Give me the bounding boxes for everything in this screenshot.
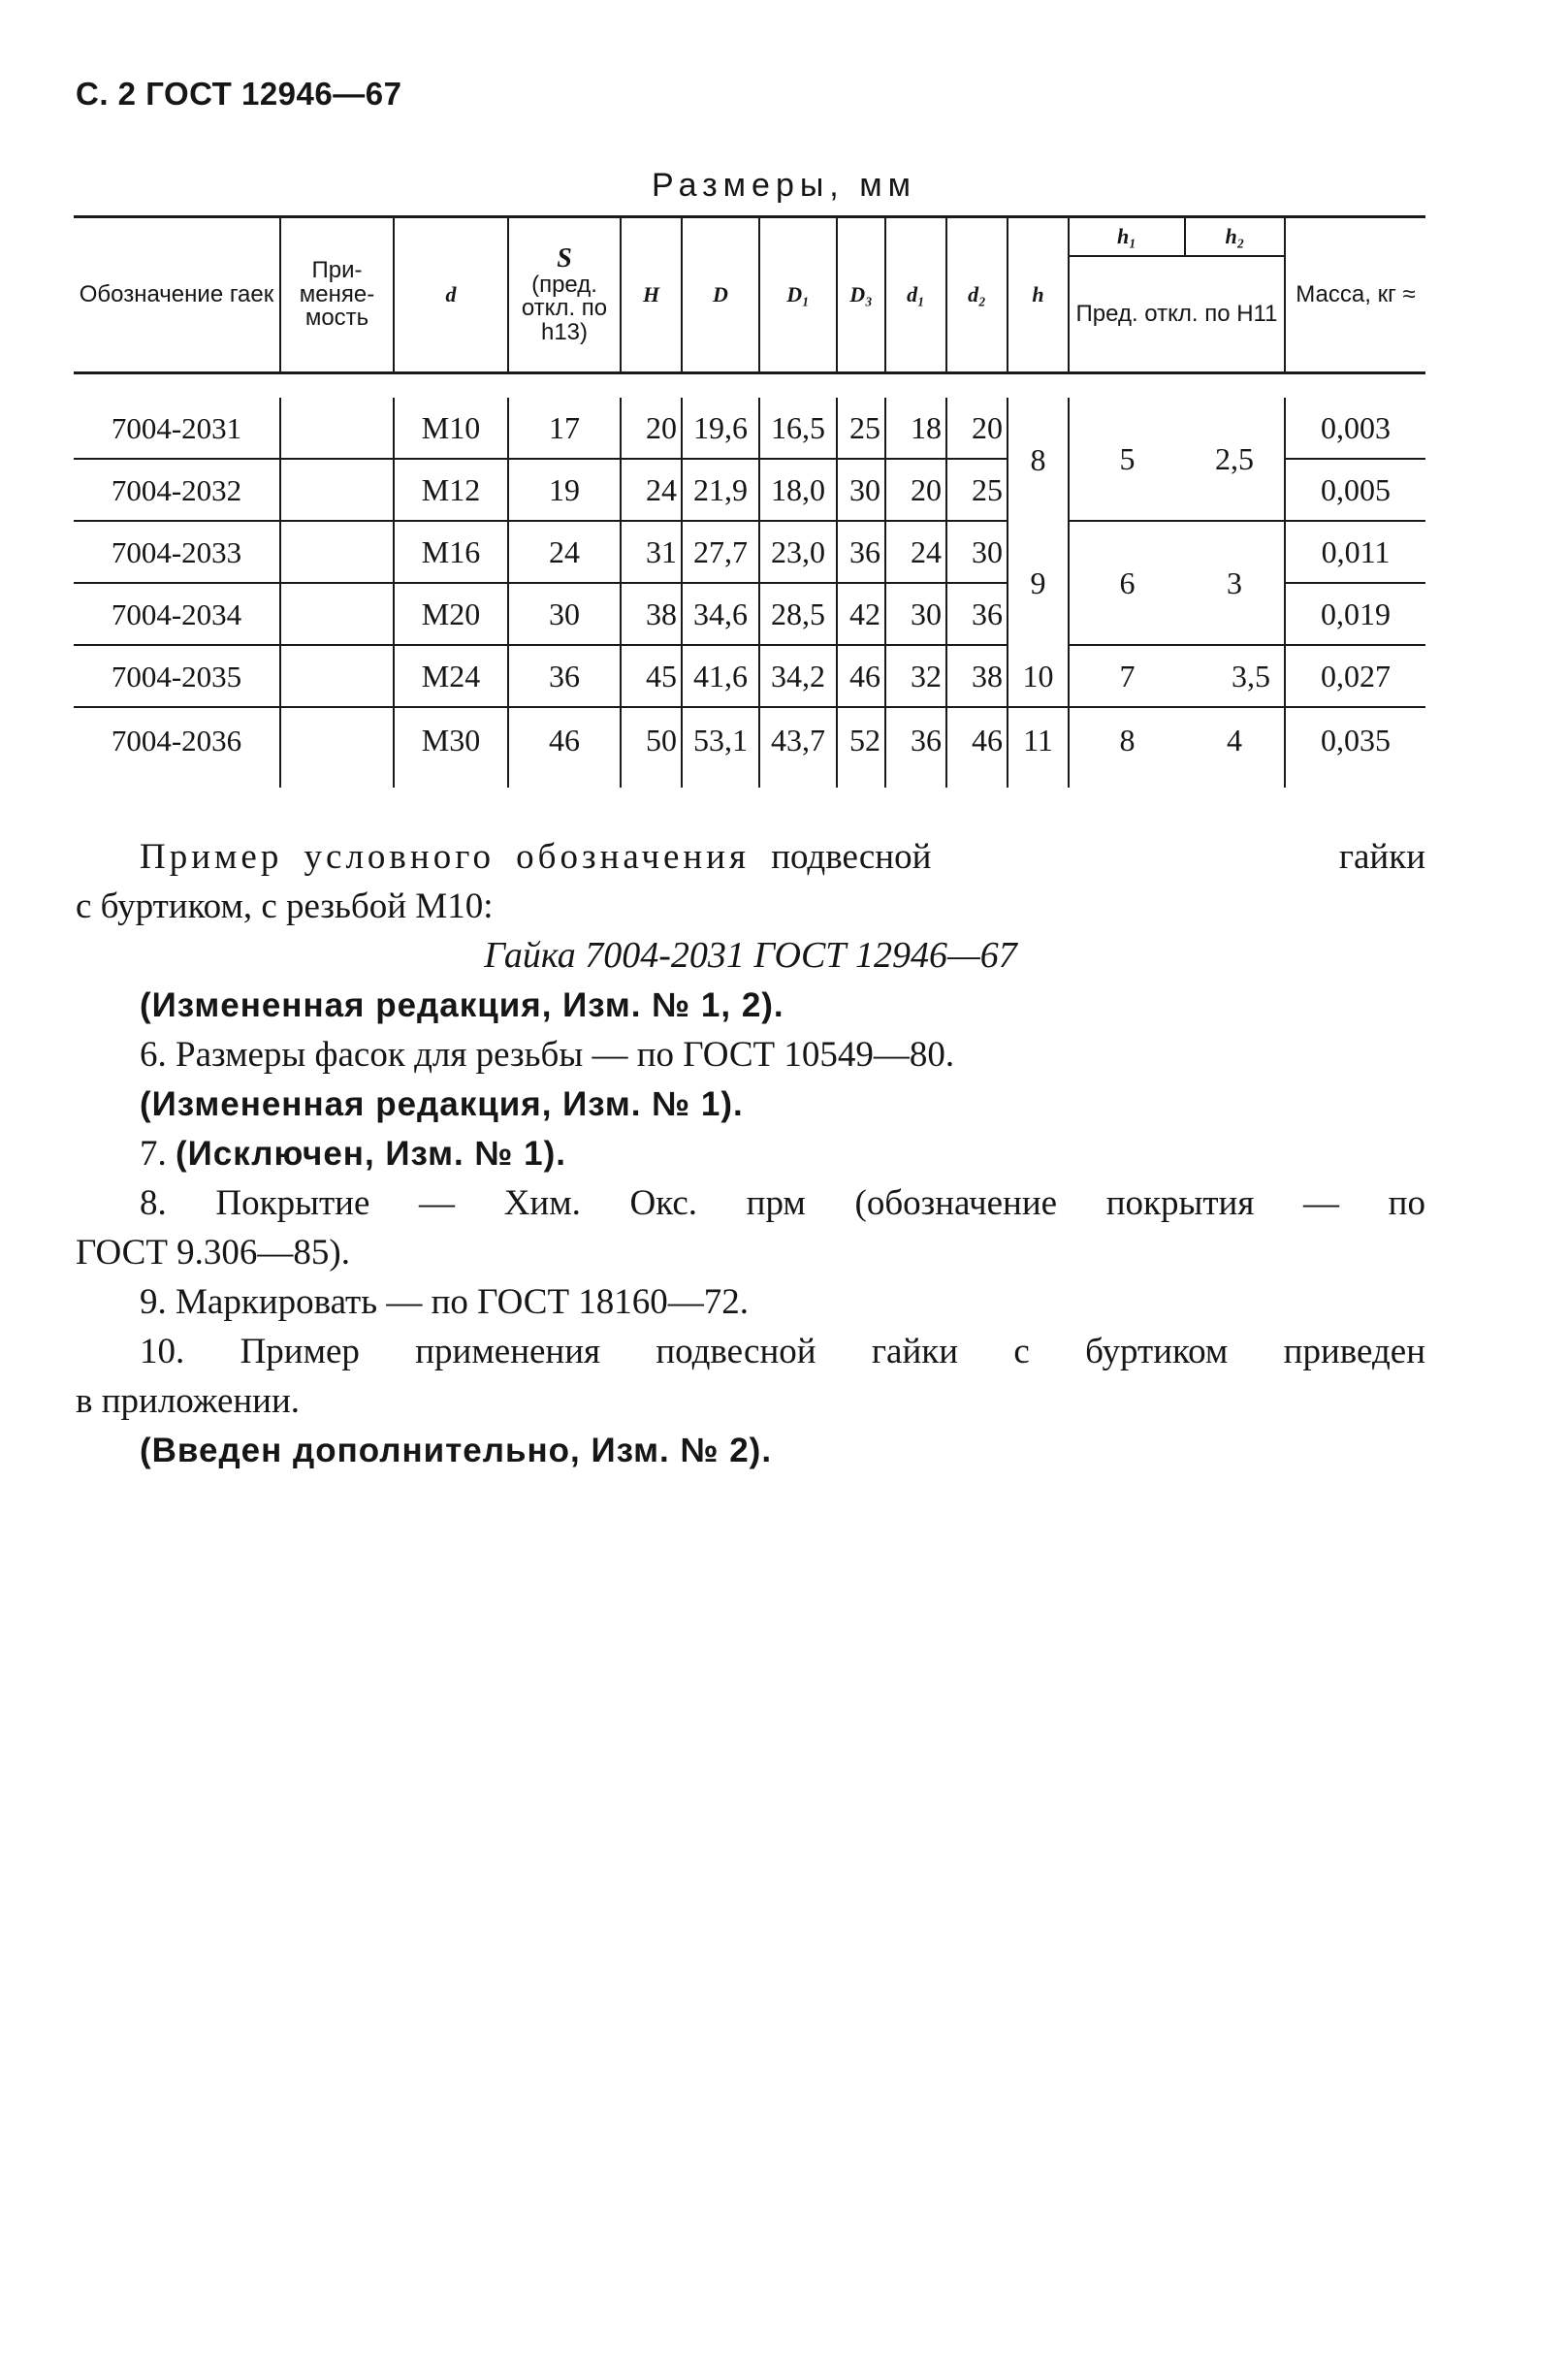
cell-d: М30 [394, 707, 508, 788]
cell-d2: 30 [946, 521, 1008, 583]
cell-mass: 0,003 [1285, 398, 1425, 459]
example-designation: Гайка 7004-2031 ГОСТ 12946—67 [484, 935, 1017, 976]
cell-d1: 18 [885, 398, 946, 459]
header-d: d [394, 217, 508, 373]
cell-D3: 30 [837, 459, 885, 521]
cell-designation: 7004-2033 [74, 521, 280, 583]
dimensions-table [74, 215, 1425, 788]
table-row [74, 398, 1425, 459]
cell-d2: 46 [946, 707, 1008, 788]
item-7-text: (Исключен, Изм. № 1). [176, 1135, 566, 1173]
cell-h: 9 [1008, 521, 1069, 645]
example-line-2: с буртиком, с резьбой М10: [76, 886, 494, 926]
item-8-line-1: 8. Покрытие — Хим. Окс. прм (обозначение покрытия — по [140, 1183, 1425, 1223]
cell-H: 45 [621, 645, 682, 707]
cell-s: 36 [508, 645, 621, 707]
cell-d2: 25 [946, 459, 1008, 521]
table-row [74, 707, 1425, 788]
cell-mass: 0,011 [1285, 521, 1425, 583]
cell-s: 17 [508, 398, 621, 459]
cell-D3: 52 [837, 707, 885, 788]
cell-mass: 0,019 [1285, 583, 1425, 645]
cell-H: 50 [621, 707, 682, 788]
item-9: 9. Маркировать — по ГОСТ 18160—72. [140, 1282, 750, 1322]
cell-designation: 7004-2036 [111, 723, 242, 757]
cell-s: 30 [508, 583, 621, 645]
cell-d1: 24 [885, 521, 946, 583]
cell-d: М24 [394, 645, 508, 707]
table-row [74, 521, 1425, 583]
cell-h2: 2,5 [1185, 398, 1285, 521]
cell-mass: 0,027 [1285, 645, 1425, 707]
cell-s: 46 [508, 707, 621, 788]
header-h: h [1008, 217, 1069, 373]
example-word-2: условного [304, 837, 495, 877]
cell-h: 8 [1008, 398, 1069, 521]
cell-D1: 18,0 [759, 459, 837, 521]
cell-D: 27,7 [682, 521, 759, 583]
cell-d: М16 [394, 521, 508, 583]
cell-d1: 36 [885, 707, 946, 788]
table-caption: Размеры, мм [652, 167, 916, 204]
cell-designation: 7004-2031 [74, 398, 280, 459]
example-word-3: обозначения [516, 837, 750, 877]
cell-h2: 3,5 [1185, 645, 1285, 707]
cell-h: 11 [1008, 707, 1069, 788]
page-header: С. 2 ГОСТ 12946—67 [76, 76, 402, 112]
cell-D3: 42 [837, 583, 885, 645]
cell-D1: 34,2 [759, 645, 837, 707]
example-tail: подвесной гайки [771, 837, 1425, 877]
cell-H: 20 [621, 398, 682, 459]
item-7-number: 7. [140, 1134, 167, 1174]
cell-D3: 25 [837, 398, 885, 459]
cell-mass: 0,035 [1285, 707, 1425, 788]
cell-D: 53,1 [682, 707, 759, 788]
header-H: H [621, 217, 682, 373]
table-row [74, 645, 1425, 707]
header-h1: h₁ [1069, 217, 1185, 257]
cell-D3: 36 [837, 521, 885, 583]
header-s-tolerance: (пред. откл. по h13) [521, 271, 608, 345]
cell-h: 10 [1008, 645, 1069, 707]
cell-H: 24 [621, 459, 682, 521]
header-s-symbol: S [557, 243, 572, 274]
header-mass: Масса, кг ≈ [1285, 217, 1425, 373]
cell-d1: 30 [885, 583, 946, 645]
cell-d: М10 [394, 398, 508, 459]
header-applicability: При- меняе- мость [280, 217, 394, 373]
example-heading [76, 832, 1425, 882]
header-designation: Обозначение гаек [74, 217, 280, 373]
cell-d: М12 [394, 459, 508, 521]
item-10-line-2: в приложении. [76, 1381, 301, 1421]
cell-h1: 6 [1069, 521, 1185, 645]
cell-applicability [280, 459, 394, 521]
cell-D1: 23,0 [759, 521, 837, 583]
cell-D: 21,9 [682, 459, 759, 521]
cell-h2: 4 [1227, 723, 1242, 757]
cell-applicability [280, 521, 394, 583]
cell-d2: 36 [946, 583, 1008, 645]
cell-h2: 3 [1185, 521, 1285, 645]
item-6: 6. Размеры фасок для резьбы — по ГОСТ 10549—80. [140, 1035, 955, 1075]
cell-h1: 5 [1069, 398, 1185, 521]
cell-D1: 16,5 [759, 398, 837, 459]
cell-d1: 32 [885, 645, 946, 707]
cell-designation: 7004-2034 [74, 583, 280, 645]
item-10-line-1: 10. Пример применения подвесной гайки с буртиком приведен [140, 1332, 1425, 1371]
added-note: (Введен дополнительно, Изм. № 2). [140, 1432, 773, 1469]
header-D1: D₁ [759, 217, 837, 373]
header-D: D [682, 217, 759, 373]
cell-applicability [280, 645, 394, 707]
item-8-line-2: ГОСТ 9.306—85). [76, 1233, 350, 1273]
cell-designation: 7004-2032 [74, 459, 280, 521]
cell-D1: 43,7 [759, 707, 837, 788]
header-h2: h₂ [1185, 217, 1285, 257]
example-word-1: Пример [140, 837, 283, 877]
cell-applicability [280, 583, 394, 645]
cell-mass: 0,005 [1285, 459, 1425, 521]
header-d2: d₂ [946, 217, 1008, 373]
cell-D: 19,6 [682, 398, 759, 459]
header-h12-tolerance: Пред. откл. по H11 [1069, 256, 1285, 373]
cell-H: 31 [621, 521, 682, 583]
cell-applicability [280, 398, 394, 459]
cell-h1: 7 [1069, 645, 1185, 707]
item-7 [76, 1129, 1425, 1178]
cell-D1: 28,5 [759, 583, 837, 645]
cell-d1: 20 [885, 459, 946, 521]
cell-D: 34,6 [682, 583, 759, 645]
cell-d2: 38 [946, 645, 1008, 707]
amendment-note-1-2: (Измененная редакция, Изм. № 1, 2). [140, 986, 784, 1024]
cell-d: М20 [394, 583, 508, 645]
cell-h1: 8 [1069, 707, 1185, 788]
amendment-note-1: (Измененная редакция, Изм. № 1). [140, 1085, 744, 1123]
cell-D3: 46 [837, 645, 885, 707]
cell-designation: 7004-2035 [74, 645, 280, 707]
cell-d2: 20 [946, 398, 1008, 459]
header-s [508, 217, 621, 373]
cell-s: 24 [508, 521, 621, 583]
cell-applicability [280, 707, 394, 788]
notes-section [76, 832, 1425, 1475]
header-d1: d₁ [885, 217, 946, 373]
header-D3: D₃ [837, 217, 885, 373]
cell-s: 19 [508, 459, 621, 521]
cell-D: 41,6 [682, 645, 759, 707]
cell-H: 38 [621, 583, 682, 645]
